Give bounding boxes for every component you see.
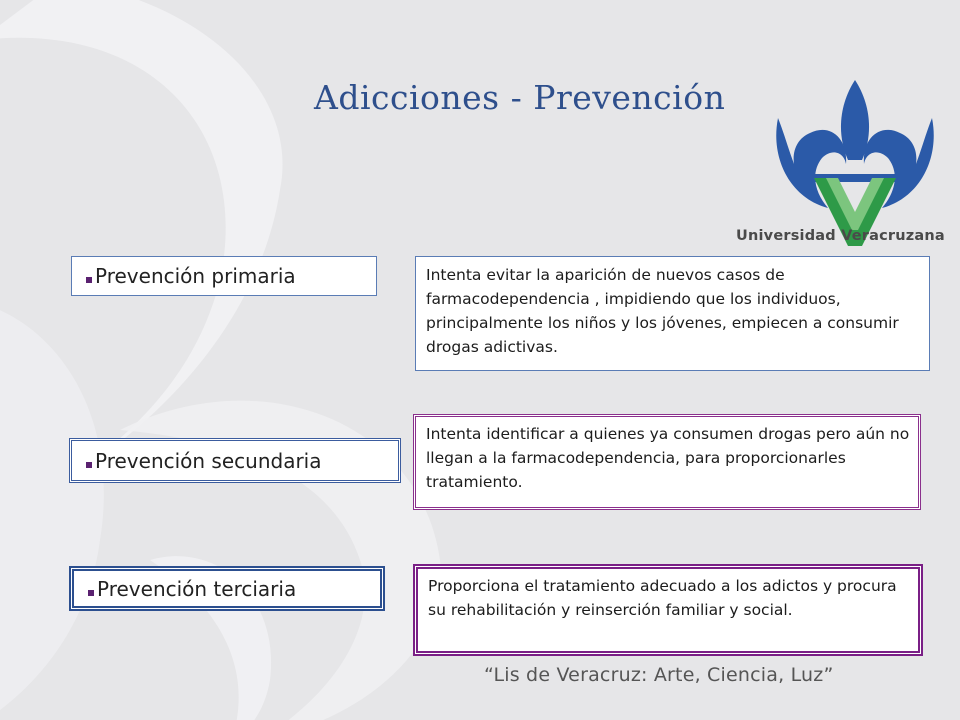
square-bullet-icon — [86, 277, 92, 283]
label-prevencion-primaria — [71, 256, 377, 296]
square-bullet-icon — [88, 590, 94, 596]
label-text: Prevención secundaria — [95, 448, 322, 473]
slogan: “Lis de Veracruz: Arte, Ciencia, Luz” — [484, 664, 834, 686]
description-secundaria: Intenta identificar a quienes ya consumen drogas pero aún no llegan a la farmacodependencia, para proporcionarles tratamiento. — [413, 414, 921, 510]
label-text: Prevención terciaria — [97, 576, 297, 601]
description-terciaria: Proporciona el tratamiento adecuado a los adictos y procura su rehabilitación y reinserción familiar y social. — [413, 564, 923, 656]
label-prevencion-terciaria — [69, 566, 385, 611]
label-text: Prevención primaria — [95, 264, 296, 288]
square-bullet-icon — [86, 462, 92, 468]
flor-de-lis-v-logo-icon — [770, 78, 940, 253]
label-prevencion-secundaria — [69, 438, 401, 483]
description-primaria: Intenta evitar la aparición de nuevos casos de farmacodependencia , impidiendo que los individuos, principalmente los niños y los jóvenes, empiecen a consumir drogas adictivas. — [415, 256, 930, 371]
slide-title: Adicciones - Prevención — [314, 78, 726, 117]
university-name: Universidad Veracruzana — [736, 228, 945, 244]
